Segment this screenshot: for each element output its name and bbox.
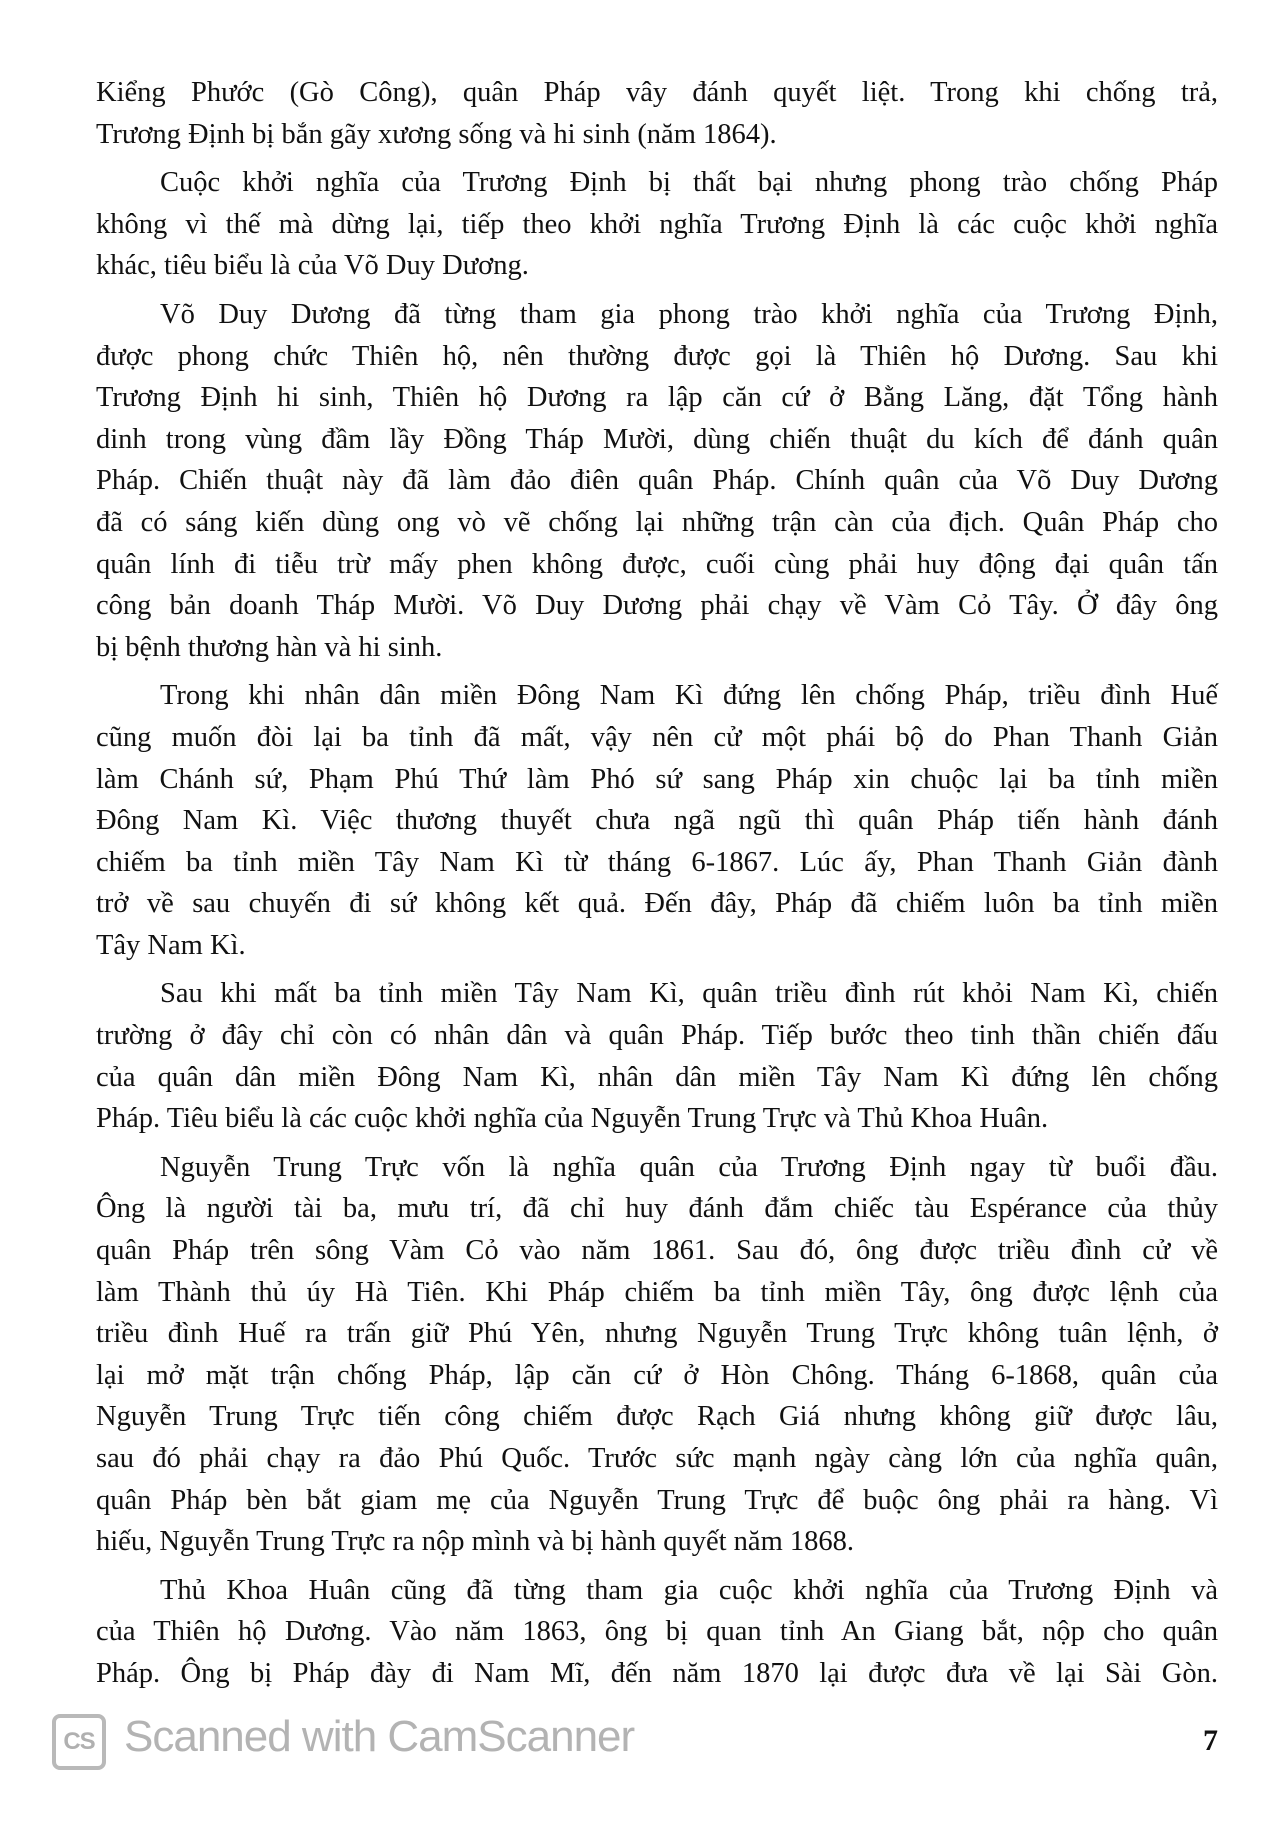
text-line: của quân dân miền Đông Nam Kì, nhân dân miền Tây Nam Kì đứng lên chống xyxy=(96,1061,1218,1093)
page-body-text xyxy=(96,72,1218,1695)
text-line: làm Thành thủ úy Hà Tiên. Khi Pháp chiếm ba tỉnh miền Tây, ông được lệnh của xyxy=(96,1276,1218,1308)
text-line: Tây Nam Kì. xyxy=(96,929,246,961)
text-line: triều đình Huế ra trấn giữ Phú Yên, nhưng Nguyễn Trung Trực không tuân lệnh, ở xyxy=(96,1318,1218,1350)
text-line: sau đó phải chạy ra đảo Phú Quốc. Trước sức mạnh ngày càng lớn của nghĩa quân, xyxy=(96,1443,1218,1474)
text-line: bị bệnh thương hàn và hi sinh. xyxy=(96,631,443,663)
text-line: Trương Định bị bắn gãy xương sống và hi sinh (năm 1864). xyxy=(96,118,777,150)
text-line: quân Pháp trên sông Vàm Cỏ vào năm 1861. Sau đó, ông được triều đình cử về xyxy=(96,1235,1218,1267)
text-line: Nguyễn Trung Trực vốn là nghĩa quân của Trương Định ngay từ buổi đầu. xyxy=(160,1151,1218,1183)
text-line: của Thiên hộ Dương. Vào năm 1863, ông bị quan tỉnh An Giang bắt, nộp cho quân xyxy=(96,1616,1218,1648)
text-line: không vì thế mà dừng lại, tiếp theo khởi nghĩa Trương Định là các cuộc khởi nghĩa xyxy=(96,208,1218,240)
text-line: làm Chánh sứ, Phạm Phú Thứ làm Phó sứ sang Pháp xin chuộc lại ba tỉnh miền xyxy=(96,763,1218,795)
camscanner-logo-icon: CS xyxy=(52,1714,106,1770)
text-line: đã có sáng kiến dùng ong vò vẽ chống lại những trận càn của địch. Quân Pháp cho xyxy=(96,506,1218,538)
text-line: Pháp. Ông bị Pháp đày đi Nam Mĩ, đến năm 1870 lại được đưa về lại Sài Gòn. xyxy=(96,1657,1218,1689)
text-line: trường ở đây chỉ còn có nhân dân và quân Pháp. Tiếp bước theo tinh thần chiến đấu xyxy=(96,1020,1218,1052)
paragraph xyxy=(96,1147,1218,1563)
paragraph xyxy=(96,973,1218,1139)
text-line: Ông là người tài ba, mưu trí, đã chỉ huy đánh đắm chiếc tàu Espérance của thủy xyxy=(96,1193,1218,1225)
text-line: Pháp. Tiêu biểu là các cuộc khởi nghĩa của Nguyễn Trung Trực và Thủ Khoa Huân. xyxy=(96,1103,1049,1135)
paragraph xyxy=(96,72,1218,155)
text-line: Võ Duy Dương đã từng tham gia phong trào khởi nghĩa của Trương Định, xyxy=(160,298,1218,330)
text-line: cũng muốn đòi lại ba tỉnh đã mất, vậy nên cử một phái bộ do Phan Thanh Giản xyxy=(96,721,1218,753)
text-line: Pháp. Chiến thuật này đã làm đảo điên quân Pháp. Chính quân của Võ Duy Dương xyxy=(96,465,1218,497)
text-line: Đông Nam Kì. Việc thương thuyết chưa ngã ngũ thì quân Pháp tiến hành đánh xyxy=(96,805,1218,837)
text-line: Kiểng Phước (Gò Công), quân Pháp vây đánh quyết liệt. Trong khi chống trả, xyxy=(96,77,1218,108)
text-line: được phong chức Thiên hộ, nên thường được gọi là Thiên hộ Dương. Sau khi xyxy=(96,340,1218,372)
text-line: quân Pháp bèn bắt giam mẹ của Nguyễn Trung Trực để buộc ông phải ra hàng. Vì xyxy=(96,1484,1218,1516)
text-line: Thủ Khoa Huân cũng đã từng tham gia cuộc khởi nghĩa của Trương Định và xyxy=(160,1574,1218,1606)
text-line: công bản doanh Tháp Mười. Võ Duy Dương phải chạy về Vàm Cỏ Tây. Ở đây ông xyxy=(96,590,1218,622)
text-line: Sau khi mất ba tỉnh miền Tây Nam Kì, quân triều đình rút khỏi Nam Kì, chiến xyxy=(160,978,1218,1010)
text-line: lại mở mặt trận chống Pháp, lập căn cứ ở Hòn Chông. Tháng 6-1868, quân của xyxy=(96,1359,1218,1391)
text-line: Trương Định hi sinh, Thiên hộ Dương ra lập căn cứ ở Bằng Lăng, đặt Tổng hành xyxy=(96,382,1218,414)
text-line: Cuộc khởi nghĩa của Trương Định bị thất bại nhưng phong trào chống Pháp xyxy=(160,167,1218,199)
paragraph xyxy=(96,675,1218,966)
text-line: chiếm ba tỉnh miền Tây Nam Kì từ tháng 6-1867. Lúc ấy, Phan Thanh Giản đành xyxy=(96,846,1218,878)
text-line: hiếu, Nguyễn Trung Trực ra nộp mình và bị hành quyết năm 1868. xyxy=(96,1526,854,1558)
paragraph xyxy=(96,294,1218,668)
text-line: khác, tiêu biểu là của Võ Duy Dương. xyxy=(96,250,529,282)
page-number: 7 xyxy=(1203,1724,1218,1757)
text-line: quân lính đi tiễu trừ mấy phen không được, cuối cùng phải huy động đại quân tấn xyxy=(96,548,1218,580)
text-line: Trong khi nhân dân miền Đông Nam Kì đứng lên chống Pháp, triều đình Huế xyxy=(160,680,1218,712)
paragraph xyxy=(96,1570,1218,1695)
text-line: trở về sau chuyến đi sứ không kết quả. Đến đây, Pháp đã chiếm luôn ba tỉnh miền xyxy=(96,888,1218,920)
paragraph xyxy=(96,162,1218,287)
text-line: dinh trong vùng đầm lầy Đồng Tháp Mười, dùng chiến thuật du kích để đánh quân xyxy=(96,423,1218,455)
scanner-watermark: Scanned with CamScanner xyxy=(124,1712,635,1761)
text-line: Nguyễn Trung Trực tiến công chiếm được Rạch Giá nhưng không giữ được lâu, xyxy=(96,1401,1218,1433)
